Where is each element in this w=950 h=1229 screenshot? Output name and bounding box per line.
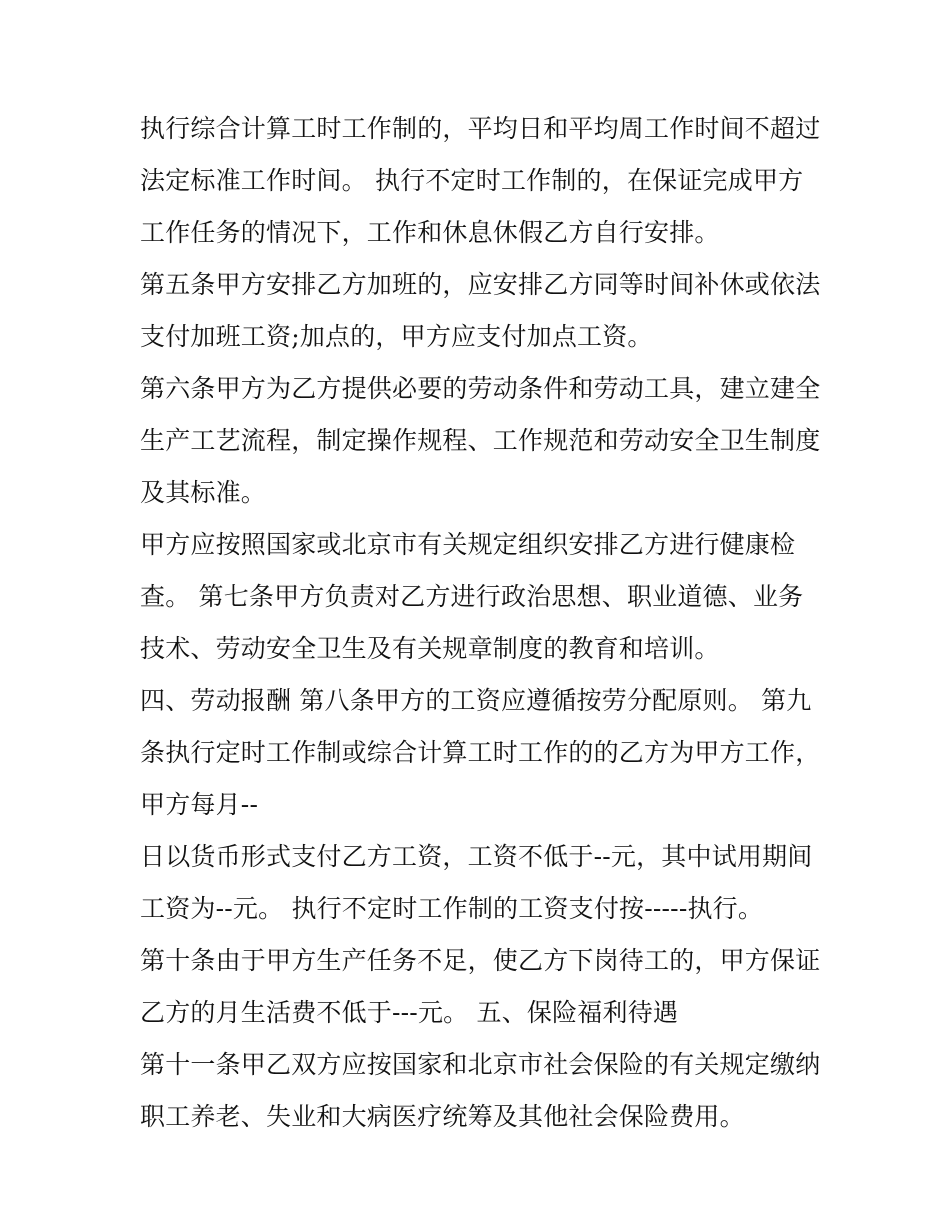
text-line: 第六条甲方为乙方提供必要的劳动条件和劳动工具，建立建全	[140, 374, 821, 403]
text-line: 法定标准工作时间。 执行不定时工作制的，在保证完成甲方	[140, 166, 804, 195]
text-line: 工作任务的情况下，工作和休息休假乙方自行安排。	[140, 218, 720, 247]
text-line: 乙方的月生活费不低于---元。 五、保险福利待遇	[140, 998, 679, 1027]
text-line: 查。 第七条甲方负责对乙方进行政治思想、职业道德、业务	[140, 582, 804, 611]
text-line: 生产工艺流程，制定操作规程、工作规范和劳动安全卫生制度	[140, 426, 821, 455]
text-line: 及其标准。	[140, 478, 267, 507]
text-line: 条执行定时工作制或综合计算工时工作的的乙方为甲方工作，	[140, 738, 821, 767]
text-line: 工资为--元。 执行不定时工作制的工资支付按-----执行。	[140, 894, 764, 923]
text-line: 第五条甲方安排乙方加班的，应安排乙方同等时间补休或依法	[140, 270, 821, 299]
document-body	[140, 103, 820, 1143]
text-line: 支付加班工资;加点的，甲方应支付加点工资。	[140, 322, 653, 351]
text-line: 甲方应按照国家或北京市有关规定组织安排乙方进行健康检	[140, 530, 796, 559]
text-line: 第十条由于甲方生产任务不足，使乙方下岗待工的，甲方保证	[140, 946, 821, 975]
text-line: 第十一条甲乙双方应按国家和北京市社会保险的有关规定缴纳	[140, 1050, 821, 1079]
text-line: 技术、劳动安全卫生及有关规章制度的教育和培训。	[140, 634, 720, 663]
text-line: 职工养老、失业和大病医疗统筹及其他社会保险费用。	[140, 1102, 745, 1131]
text-line: 甲方每月--	[140, 790, 259, 819]
text-line: 日以货币形式支付乙方工资，工资不低于--元，其中试用期间	[140, 842, 813, 871]
text-line: 执行综合计算工时工作制的，平均日和平均周工作时间不超过	[140, 114, 821, 143]
text-line: 四、劳动报酬 第八条甲方的工资应遵循按劳分配原则。 第九	[140, 686, 812, 715]
